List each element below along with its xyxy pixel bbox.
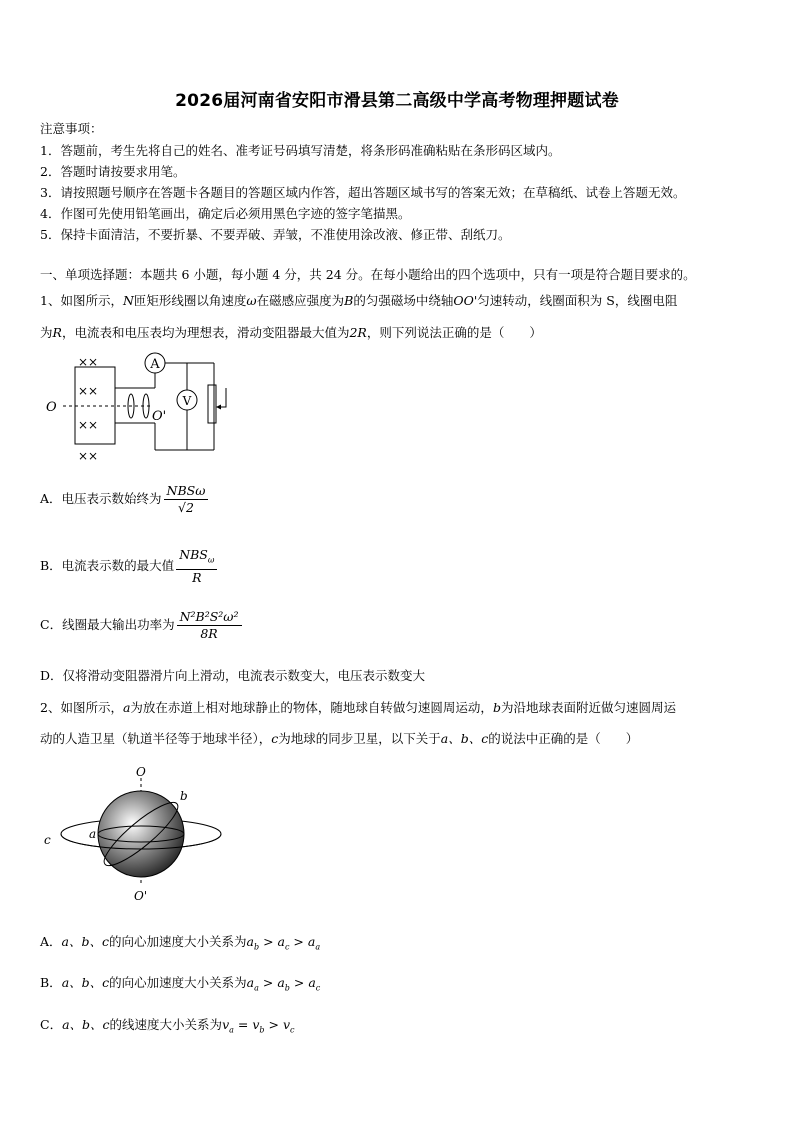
- satellite-b-label: b: [180, 789, 188, 803]
- q2-option-c[interactable]: C．a、b、c的线速度大小关系为$v_a = v_b > v_c$: [40, 1017, 295, 1035]
- magnetic-field-cross-3: ××: [78, 418, 99, 432]
- section-heading: 一、单项选择题：本题共 6 小题，每小题 4 分，共 24 分。在每小题给出的四个选项中，只有一项是符合题目要求的。: [40, 267, 696, 282]
- notice-item-1: 1．答题前，考生先将自己的姓名、准考证号码填写清楚，将条形码准确粘贴在条形码区域内。: [40, 143, 561, 158]
- notice-item-4: 4．作图可先使用铅笔画出，确定后必须用黑色字迹的签字笔描黑。: [40, 206, 411, 221]
- q2-option-a[interactable]: A．a、b、c的向心加速度大小关系为$a_b > a_c > a_a$: [40, 934, 321, 952]
- q1-option-a[interactable]: A．电压表示数始终为 $\frac{\text{NBSω}}{√2}$: [40, 483, 208, 516]
- q1-option-c[interactable]: C．线圈最大输出功率为 $\frac{\text{N²B²S²ω²}}{8R}$: [40, 609, 242, 642]
- q2-option-b[interactable]: B．a、b、c的向心加速度大小关系为$a_a > a_b > a_c$: [40, 975, 321, 993]
- axis-label-o: O: [46, 400, 57, 415]
- relation-expression: $a_a > a_b > a_c$: [246, 975, 321, 993]
- q1-circuit-figure: [40, 350, 250, 465]
- relation-expression: $v_a = v_b > v_c$: [222, 1017, 295, 1035]
- earth-axis-top-label: O: [136, 765, 146, 779]
- q1-option-d[interactable]: D．仅将滑动变阻器滑片向上滑动，电流表示数变大，电压表示数变大: [40, 668, 426, 683]
- relation-expression: $a_b > a_c > a_a$: [246, 934, 321, 952]
- magnetic-field-cross-1: ××: [78, 355, 99, 369]
- q2-stem-line2: 动的人造卫星（轨道半径等于地球半径），c为地球的同步卫星，以下关于a、b、c的说法中正确的是（ ）: [40, 731, 639, 746]
- earth-axis-bottom-label: O': [134, 889, 148, 903]
- page-title: 2026届河南省安阳市滑县第二高级中学高考物理押题试卷: [175, 91, 619, 111]
- ammeter-label: A: [150, 357, 160, 372]
- notice-heading: 注意事项：: [40, 121, 103, 136]
- voltmeter-label: V: [182, 394, 192, 408]
- q2-earth-figure: [38, 762, 228, 905]
- q1-stem-line1: 1、如图所示，N匝矩形线圈以角速度ω在磁感应强度为B的匀强磁场中绕轴OO'匀速转动，线圈面积为 S，线圈电阻: [40, 293, 678, 308]
- axis-label-o-prime: O': [152, 409, 167, 424]
- q1-stem-line2: 为R，电流表和电压表均为理想表，滑动变阻器最大值为2R，则下列说法正确的是（ ）: [40, 325, 542, 340]
- notice-item-3: 3．请按照题号顺序在答题卡各题目的答题区域内作答，超出答题区域书写的答案无效；在草稿纸、试卷上答题无效。: [40, 185, 686, 200]
- satellite-c-label: c: [44, 833, 51, 847]
- notice-item-5: 5．保持卡面清洁，不要折暴、不要弄破、弄皱，不准使用涂改液、修正带、刮纸刀。: [40, 227, 511, 242]
- magnetic-field-cross-4: ××: [78, 449, 99, 463]
- magnetic-field-cross-2: ××: [78, 384, 99, 398]
- object-a-label: a: [89, 827, 97, 841]
- earth-icon: [98, 791, 184, 877]
- notice-item-2: 2．答题时请按要求用笔。: [40, 164, 186, 179]
- q1-option-b[interactable]: B．电流表示数的最大值 $\frac{NBS_\omega}{R}$: [40, 547, 217, 586]
- q2-stem-line1: 2、如图所示，a为放在赤道上相对地球静止的物体，随地球自转做匀速圆周运动，b为沿地球表面附近做匀速圆周运: [40, 700, 676, 715]
